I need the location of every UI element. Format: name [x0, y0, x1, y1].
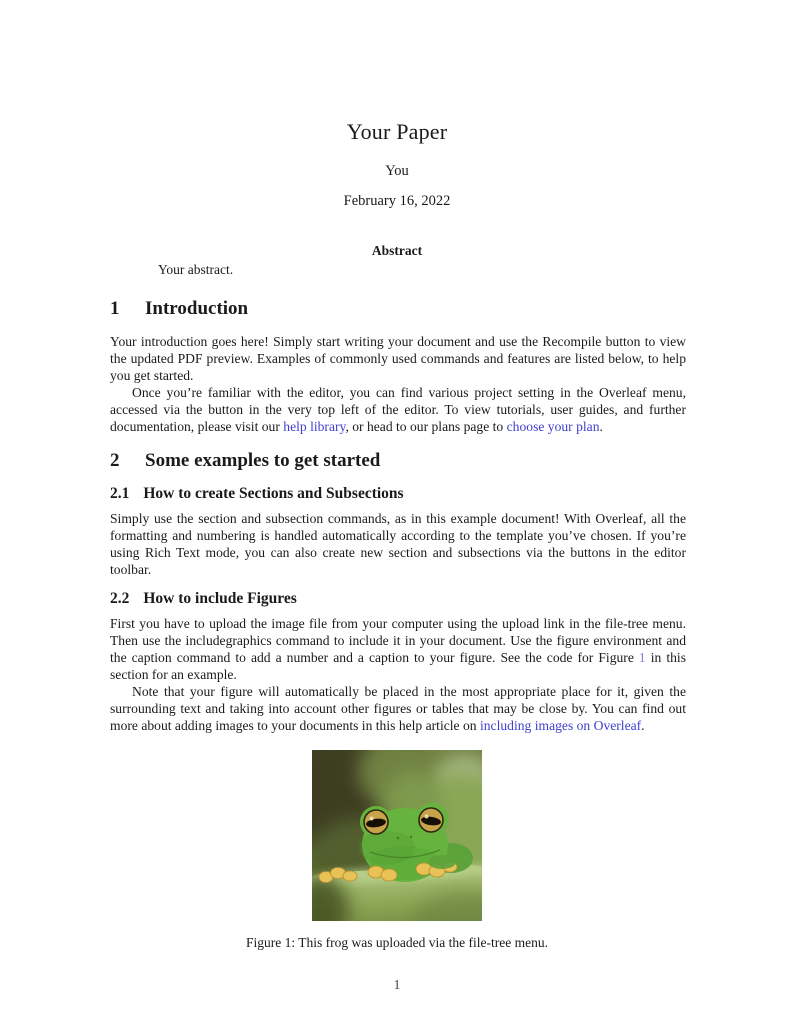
section-1-number: 1 [110, 298, 120, 319]
figure-1-ref-link[interactable]: 1 [638, 650, 646, 665]
paper-title: Your Paper [346, 119, 448, 144]
figures-paragraph-2-text: Note that your figure will automatically be placed in the most appropriate place for it, given the surrounding text and taking into account other figures or tables that may be close by. You can find out more about adding images to your documents in this help article on [110, 684, 686, 733]
section-1-heading [110, 298, 686, 320]
introduction-body [110, 333, 686, 435]
intro-paragraph-2-text: , or head to our plans page to [345, 419, 507, 434]
subsection-2-1-heading [110, 485, 686, 503]
subsection-2-1-title: How to create Sections and Subsections [143, 485, 404, 502]
section-2-title: Some examples to get started [145, 450, 381, 471]
figures-paragraph-1-text: First you have to upload the image file from your computer using the upload link in the file-tree menu. Then use the includegraphics command to include it in your document. Use the figure environment and the caption command to add a number and a caption to your figure. See the code for Figure [110, 616, 686, 665]
figures-paragraph-1-text: in this section for an example. [110, 650, 686, 682]
paper-author: You [385, 163, 409, 179]
section-2-number: 2 [110, 450, 120, 471]
including-images-link[interactable]: including images on Overleaf [479, 718, 642, 733]
subsection-2-1-body [110, 510, 686, 578]
subsection-2-2-number: 2.2 [110, 590, 130, 607]
choose-your-plan-link[interactable]: choose your plan [506, 419, 600, 434]
subsection-2-2-title: How to include Figures [143, 590, 297, 607]
title-block [0, 119, 794, 210]
subsection-2-2-body [110, 615, 686, 734]
intro-paragraph-2 [110, 384, 686, 435]
abstract-text: Your abstract. [158, 262, 234, 277]
intro-paragraph-2-text: . [599, 419, 603, 434]
figures-paragraph-2 [110, 683, 686, 734]
section-2-heading [110, 450, 686, 472]
figure-1 [312, 750, 482, 921]
subsection-2-2-heading [110, 590, 686, 608]
paper-date: February 16, 2022 [343, 193, 451, 209]
intro-paragraph-1: Your introduction goes here! Simply start writing your document and use the Recompile button to view the updated PDF preview. Examples of commonly used commands and features are listed below, to help you get started. [110, 334, 686, 383]
subsection-2-1-number: 2.1 [110, 485, 130, 502]
abstract-heading: Abstract [371, 243, 423, 258]
figures-paragraph-1 [110, 615, 686, 683]
frog-photo [312, 750, 482, 921]
sections-paragraph: Simply use the section and subsection commands, as in this example document! With Overleaf, all the formatting and numbering is handled automatically according to the template you’ve chosen. If you’re using Rich Text mode, you can also create new section and subsections via the buttons in the editor toolbar. [110, 511, 686, 577]
figures-paragraph-2-text: . [641, 718, 645, 733]
page-number: 1 [393, 977, 401, 992]
section-1-title: Introduction [145, 298, 249, 319]
figure-caption: Figure 1: This frog was uploaded via the file-tree menu. [246, 935, 548, 950]
intro-paragraph-2-text: Once you’re familiar with the editor, you can find various project setting in the Overleaf menu, accessed via the button in the very top left of the editor. To view tutorials, user guides, and further documentation, please visit our [110, 385, 686, 434]
help-library-link[interactable]: help library [283, 419, 346, 434]
